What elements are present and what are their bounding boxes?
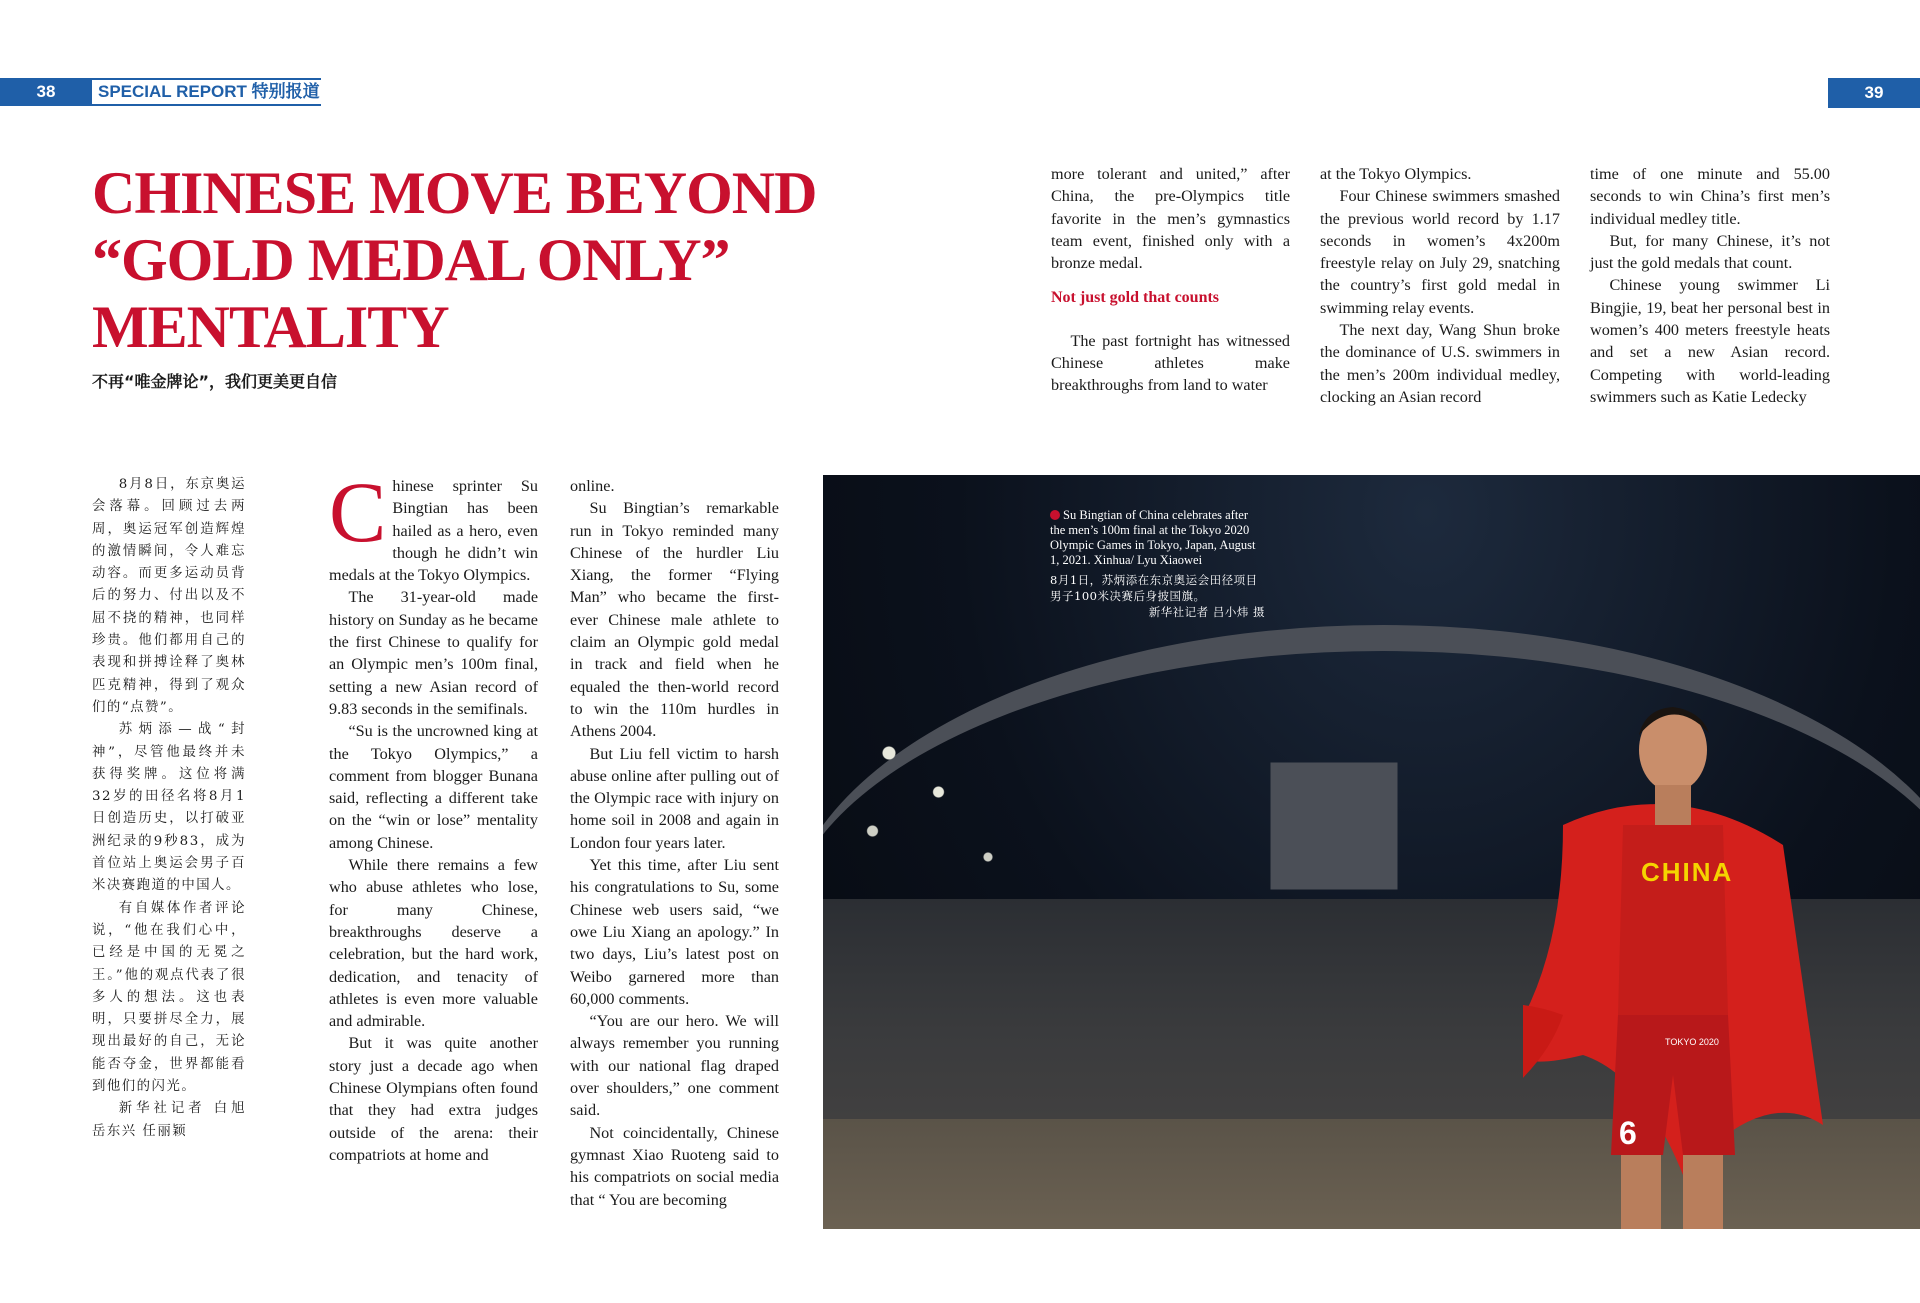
athlete-photo: [823, 475, 1920, 1229]
article-paragraph: The 31-year-old made history on Sunday as he became the first Chinese to qualify for an Olympic men’s 100m final, setting a new Asian record of 9.83 seconds in the semifinals.: [329, 588, 538, 718]
article-paragraph: While there remains a few who abuse athletes who lose, for many Chinese, breakthroughs deserve a celebration, but the hard work, dedication, and tenacity of athletes is even more valuable and admirable.: [329, 856, 538, 1031]
summary-paragraph: 苏炳添—战“封神”，尽管他最终并未获得奖牌。这位将满32岁的田径名将8月1日创造历史，以打破亚洲纪录的9秒83，成为首位站上奥运会男子百米决赛跑道的中国人。: [92, 722, 246, 894]
drop-cap: C: [329, 464, 387, 560]
article-paragraph: “You are our hero. We will always remember you running with our national flag draped over shoulders,” one comment said.: [570, 1012, 779, 1120]
article-paragraph: hinese sprinter Su Bingtian has been hailed as a hero, even though he didn’t win medals at the Tokyo Olympics.: [329, 477, 538, 585]
right-page-number: 39: [1828, 78, 1920, 108]
article-paragraph: But it was quite another story just a decade ago when Chinese Olympians often found that they had extra judges outside of the arena: their compatriots at home and: [329, 1034, 538, 1164]
stadium-lights: [823, 675, 1153, 935]
shorts-text: TOKYO 2020: [1665, 1037, 1719, 1047]
article-paragraph: time of one minute and 55.00 seconds to win China’s first men’s individual medley title.: [1590, 165, 1830, 228]
article-paragraph: Four Chinese swimmers smashed the previous world record by 1.17 seconds in women’s 4x200m freestyle relay on July 29, snatching the country’s first gold medal in swimming relay events.: [1320, 187, 1560, 317]
athlete-figure: [1523, 655, 1823, 1229]
chinese-summary: [92, 474, 246, 1143]
left-page-number: 38: [0, 80, 92, 104]
article-paragraph: Not coincidentally, Chinese gymnast Xiao Ruoteng said to his compatriots on social media that “ You are becoming: [570, 1123, 779, 1209]
caption-bullet-icon: [1050, 510, 1060, 520]
headline-line: MENTALITY: [92, 294, 449, 360]
article-paragraph: Chinese young swimmer Li Bingjie, 19, beat her personal best in women’s 400 meters freestyle heats and set a new Asian record. Competing with world-leading swimmers such as Katie Ledecky: [1590, 276, 1830, 406]
chinese-subtitle: 不再“唯金牌论”，我们更美更自信: [92, 372, 338, 391]
caption-english: Su Bingtian of China celebrates after the men’s 100m final at the Tokyo 2020 Olympic Games in Tokyo, Japan, August 1, 2021. Xinhua/ Lyu Xiaowei: [1050, 508, 1256, 567]
article-paragraph: “Su is the uncrowned king at the Tokyo Olympics,” a comment from blogger Bunana said, reflecting a different take on the “win or lose” mentality among Chinese.: [329, 722, 538, 852]
article-paragraph: more tolerant and united,” after China, the pre-Olympics title favorite in the men’s gymnastics team event, finished only with a bronze medal.: [1051, 165, 1290, 273]
section-subhead: Not just gold that counts: [1051, 289, 1220, 307]
article-paragraph: But, for many Chinese, it’s not just the gold medals that count.: [1590, 231, 1830, 273]
photo-caption: [1050, 508, 1265, 620]
article-paragraph: Yet this time, after Liu sent his congratulations to Su, some Chinese web users said, “we owe Liu Xiang an apology.” In two days, Liu’s latest post on Weibo garnered more than 60,000 comments.: [570, 856, 779, 1008]
article-column-3: [1051, 163, 1290, 397]
left-page-header: [0, 78, 321, 106]
headline-line: CHINESE MOVE BEYOND: [92, 160, 817, 226]
article-paragraph: online.: [570, 477, 615, 495]
article-paragraph: The next day, Wang Shun broke the dominance of U.S. swimmers in the men’s 200m individual medley, clocking an Asian record: [1320, 321, 1560, 406]
bib-number: 6: [1619, 1115, 1637, 1151]
article-column-2: [570, 475, 779, 1211]
article-paragraph: But Liu fell victim to harsh abuse online after pulling out of the Olympic race with injury on home soil in 2008 and again in London four years later.: [570, 744, 779, 852]
summary-paragraph: 8月8日，东京奥运会落幕。回顾过去两周，奥运冠军创造辉煌的激情瞬间，令人难忘动容。而更多运动员背后的努力、付出以及不屈不挠的精神，也同样珍贵。他们都用自己的表现和拼搏诠释了奥林匹克精神，得到了观众们的“点赞”。: [92, 477, 246, 715]
article-paragraph: at the Tokyo Olympics.: [1320, 165, 1472, 183]
jersey-text: CHINA: [1641, 857, 1734, 887]
headline: [92, 160, 852, 361]
article-column-5: [1590, 163, 1830, 408]
section-title: SPECIAL REPORT 特别报道: [98, 82, 320, 101]
header-rule: [0, 104, 321, 106]
article-paragraph: Su Bingtian’s remarkable run in Tokyo reminded many Chinese of the hurdler Liu Xiang, the former “Flying Man” who became the first-ever Chinese male athlete to claim an Olympic gold medal in track and field when he equaled the then-world record to win the 110m hurdles in Athens 2004.: [570, 499, 779, 741]
summary-paragraph: 有自媒体作者评论说，“他在我们心中，已经是中国的无冕之王。”他的观点代表了很多人的想法。这也表明，只要拼尽全力，展现出最好的自己，无论能否夺金，世界都能看到他们的闪光。: [92, 900, 246, 1095]
headline-line: “GOLD MEDAL ONLY”: [92, 227, 730, 293]
caption-chinese: 8月1日，苏炳添在东京奥运会田径项目男子100米决赛后身披国旗。: [1050, 573, 1258, 603]
summary-byline: 新华社记者 白旭 岳东兴 任丽颖: [92, 1101, 246, 1139]
article-column-4: [1320, 163, 1560, 408]
caption-credit: 新华社记者 吕小炜 摄: [1148, 605, 1265, 619]
article-column-1: [329, 464, 538, 1166]
article-paragraph: The past fortnight has witnessed Chinese athletes make breakthroughs from land to water: [1051, 331, 1290, 395]
